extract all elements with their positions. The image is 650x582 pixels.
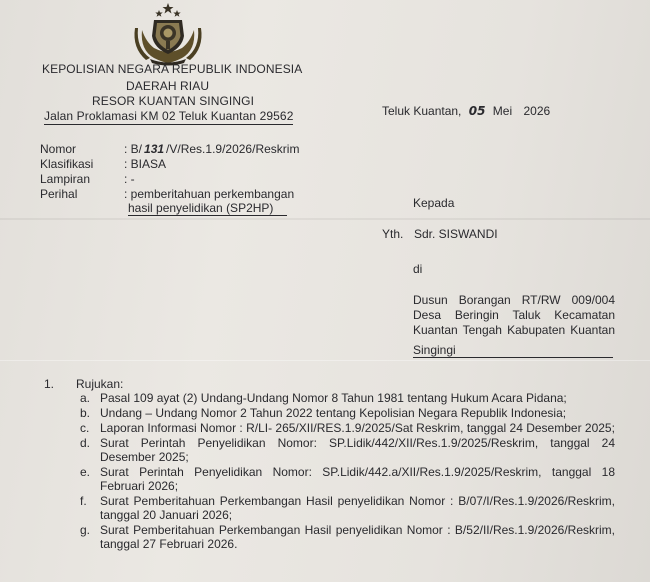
- recipient-line: [382, 227, 498, 241]
- recipient-address: Dusun Borangan RT/RW 009/004 Desa Beringin Taluk Kecamatan Kuantan Tengah Kabupaten Kuantan: [413, 293, 615, 337]
- reference-mark: b.: [80, 406, 91, 420]
- klasifikasi-value: : BIASA: [124, 157, 167, 171]
- meta-nomor: [40, 142, 299, 156]
- date-month: Mei: [492, 104, 513, 118]
- meta-perihal: [40, 187, 294, 201]
- reference-mark: d.: [80, 436, 91, 450]
- recipient-name: Sdr. SISWANDI: [414, 227, 498, 241]
- reference-mark: g.: [80, 523, 91, 537]
- letterhead-address: Jalan Proklamasi KM 02 Teluk Kuantan 29562: [44, 109, 294, 123]
- nomor-suffix: /V/Res.1.9/2026/Reskrim: [166, 142, 300, 156]
- reference-list: [80, 391, 615, 552]
- letterhead-resort: RESOR KUANTAN SINGINGI: [92, 94, 254, 108]
- perihal-value-line2: hasil penyelidikan (SP2HP): [128, 201, 287, 216]
- reference-text: Surat Pemberitahuan Perkembangan Hasil penyelidikan Nomor : B/07/I/Res.1.9/2026/Reskrim, tanggal 20 Januari 2026;: [100, 494, 615, 522]
- reference-item: [80, 391, 615, 405]
- paper-crease: [0, 360, 650, 361]
- reference-mark: c.: [80, 421, 90, 435]
- klasifikasi-label: Klasifikasi: [40, 157, 94, 171]
- paper-fold: [0, 218, 650, 220]
- reference-text: Laporan Informasi Nomor : R/LI- 265/XII/RES.1.9/2025/Sat Reskrim, tanggal 24 Desember 2025;: [100, 421, 615, 435]
- nomor-handwritten: 131: [144, 142, 165, 156]
- reference-mark: a.: [80, 391, 91, 405]
- reference-item: [80, 421, 615, 435]
- reference-text: Pasal 109 ayat (2) Undang-Undang Nomor 8 Tahun 1981 tentang Hukum Acara Pidana;: [100, 391, 567, 405]
- reference-item: [80, 523, 615, 551]
- police-emblem-icon: [132, 2, 204, 66]
- lampiran-value: : -: [124, 172, 135, 186]
- meta-klasifikasi: [40, 157, 166, 171]
- reference-item: [80, 494, 615, 522]
- perihal-label: Perihal: [40, 187, 78, 201]
- section-number: 1.: [44, 377, 55, 391]
- reference-item: [80, 436, 615, 464]
- recipient-kepada: Kepada: [413, 196, 455, 210]
- letterhead-region: DAERAH RIAU: [126, 79, 210, 93]
- recipient-address-last: Singingi: [413, 343, 456, 357]
- reference-text: Undang – Undang Nomor 2 Tahun 2022 tentang Kepolisian Negara Republik Indonesia;: [100, 406, 567, 420]
- reference-text: Surat Pemberitahuan Perkembangan Hasil penyelidikan Nomor : B/52/II/Res.1.9/2026/Reskrim, tanggal 27 Februari 2026.: [100, 523, 615, 551]
- lampiran-label: Lampiran: [40, 172, 91, 186]
- reference-item: [80, 465, 615, 493]
- nomor-label: Nomor: [40, 142, 77, 156]
- meta-lampiran: [40, 172, 135, 186]
- reference-item: [80, 406, 615, 420]
- reference-text: Surat Perintah Penyelidikan Nomor: SP.Lidik/442/XII/Res.1.9/2025/Reskrim, tanggal 24 Desember 2025;: [100, 436, 615, 464]
- perihal-value: : pemberitahuan perkembangan: [124, 187, 295, 201]
- date-place: Teluk Kuantan,: [382, 104, 462, 118]
- letterhead-institution: KEPOLISIAN NEGARA REPUBLIK INDONESIA: [42, 62, 303, 76]
- date-day: 05: [468, 104, 486, 118]
- date-year: 2026: [523, 104, 551, 118]
- letter-date: [382, 104, 550, 118]
- recipient-yth: Yth.: [382, 227, 404, 241]
- nomor-prefix: : B/: [124, 142, 143, 156]
- reference-text: Surat Perintah Penyelidikan Nomor: SP.Lidik/442.a/XII/Res.1.9/2025/Reskrim, tanggal 18 Februari 2026;: [100, 465, 615, 493]
- reference-mark: f.: [80, 494, 87, 508]
- address-underline: [413, 357, 613, 358]
- recipient-di: di: [413, 262, 423, 276]
- reference-mark: e.: [80, 465, 91, 479]
- section-title: Rujukan:: [76, 377, 124, 391]
